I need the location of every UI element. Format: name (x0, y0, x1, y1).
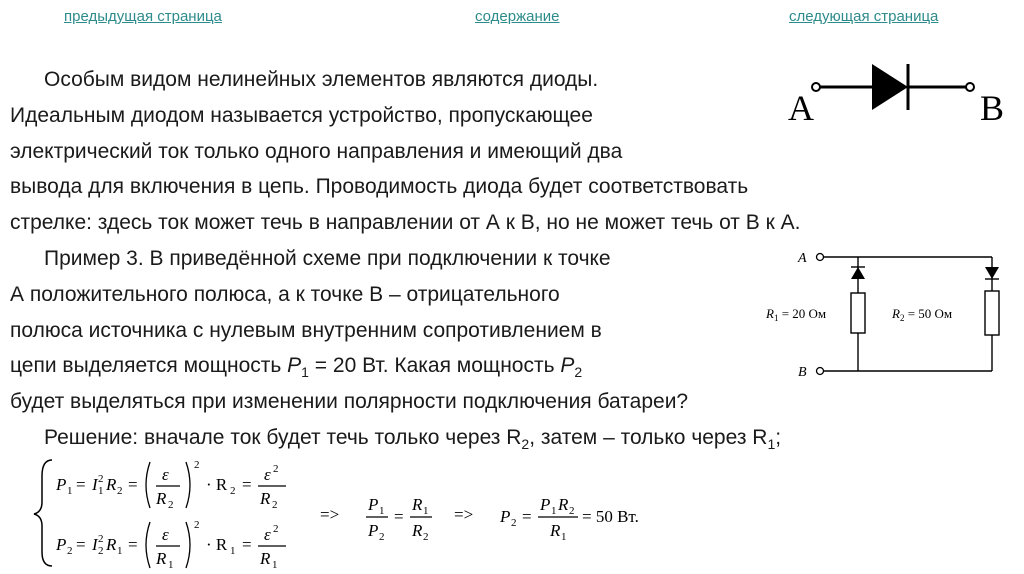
svg-text:P: P (56, 475, 67, 494)
example-line: А положительного полюса, а к точке В – отрицательного (10, 283, 560, 306)
svg-text:R: R (260, 549, 271, 568)
svg-text:R: R (156, 489, 167, 508)
svg-text:2: 2 (511, 517, 517, 529)
svg-text:2: 2 (98, 533, 104, 545)
svg-text:1: 1 (168, 559, 174, 571)
example-text: = 20 Вт. Какая мощность (308, 354, 561, 377)
diode-symbol-figure (780, 52, 1020, 132)
svg-text:=: = (522, 507, 532, 526)
solution-line: Решение: вначале ток будет течь только через $R_2$, затем – только через $R_1$; (44, 426, 782, 453)
formula-p2 (55, 519, 286, 571)
svg-text:1: 1 (67, 485, 73, 497)
paragraph-line: электрический ток только одного направления и имеющий два (10, 140, 623, 163)
svg-text:ε: ε (162, 465, 169, 484)
svg-text:R: R (106, 475, 117, 494)
paragraph-line: Идеальным диодом называется устройство, пропускающее (10, 104, 593, 127)
formula-result (499, 495, 639, 543)
circuit-label-b: B (798, 365, 807, 380)
paragraph-line: вывода для включения в цепь. Проводимость диода будет соответствовать (10, 175, 749, 198)
svg-text:ε: ε (162, 525, 169, 544)
r2-label: $R_2 = 50$ Ом (892, 306, 953, 323)
svg-text:1: 1 (379, 505, 385, 517)
svg-text:R: R (156, 549, 167, 568)
formula-ratio (366, 495, 432, 543)
svg-text:P: P (368, 521, 379, 540)
svg-text:=: = (128, 475, 138, 494)
svg-text:1: 1 (561, 531, 567, 543)
diode-label-b: B (980, 88, 1005, 128)
svg-text:2: 2 (98, 473, 104, 485)
svg-text:= 50 Вт.: = 50 Вт. (582, 507, 639, 526)
svg-text:I: I (92, 475, 98, 494)
svg-text:R: R (260, 489, 271, 508)
svg-text:R: R (558, 495, 569, 514)
svg-text:2: 2 (230, 485, 236, 497)
svg-text:1: 1 (272, 559, 278, 571)
svg-text:2: 2 (273, 463, 279, 475)
svg-text:=: = (394, 507, 404, 526)
svg-text:2: 2 (423, 531, 429, 543)
svg-text:ε: ε (264, 465, 271, 484)
svg-text:=: = (242, 475, 252, 494)
svg-text:2: 2 (569, 505, 575, 517)
svg-text:2: 2 (273, 523, 279, 535)
diode-label-a: A (788, 88, 814, 128)
previous-page-link[interactable]: предыдущая страница (64, 8, 222, 25)
svg-text:2: 2 (272, 499, 278, 511)
p2-subscript: 2 (574, 364, 583, 381)
implies-arrow: => (454, 505, 474, 524)
svg-text:· R: · R (206, 535, 228, 554)
svg-text:2: 2 (379, 531, 385, 543)
svg-text:2: 2 (67, 545, 73, 557)
solution-formulas (30, 454, 710, 572)
implies-arrow: => (320, 505, 340, 524)
paragraph-line: стрелке: здесь ток может течь в направлении от А к В, но не может течь от В к А. (10, 211, 801, 234)
svg-text:R: R (106, 535, 117, 554)
p2-symbol: P (560, 354, 575, 377)
svg-text:1: 1 (551, 505, 557, 517)
svg-text:1: 1 (423, 505, 429, 517)
svg-text:P: P (56, 535, 67, 554)
svg-text:=: = (76, 475, 86, 494)
svg-text:=: = (242, 535, 252, 554)
paragraph-line: Особым видом нелинейных элементов являются диоды. (44, 68, 599, 91)
svg-text:2: 2 (98, 545, 104, 557)
example-line (10, 354, 582, 384)
svg-text:2: 2 (168, 499, 174, 511)
svg-text:2: 2 (194, 459, 200, 471)
example-text: цепи выделяется мощность (10, 354, 288, 377)
svg-text:· R: · R (206, 475, 228, 494)
contents-link[interactable]: содержание (475, 8, 560, 25)
svg-text:2: 2 (117, 485, 123, 497)
circuit-diagram (760, 245, 1020, 385)
example-line: полюса источника с нулевым внутренним сопротивлением в (10, 319, 602, 342)
svg-text:R: R (412, 521, 423, 540)
p1-subscript: 1 (301, 364, 309, 381)
svg-text:P: P (540, 495, 551, 514)
example-line: будет выделяться при изменении полярности подключения батареи? (10, 390, 689, 413)
svg-text:P: P (500, 507, 511, 526)
svg-text:1: 1 (230, 545, 236, 557)
circuit-label-a: A (798, 251, 807, 266)
svg-text:R: R (550, 521, 561, 540)
example-line: Пример 3. В приведённой схеме при подключении к точке (44, 247, 611, 270)
next-page-link[interactable]: следующая страница (789, 8, 939, 25)
formula-p1 (55, 459, 286, 511)
svg-text:R: R (412, 495, 423, 514)
svg-text:=: = (128, 535, 138, 554)
svg-text:2: 2 (194, 519, 200, 531)
svg-text:=: = (76, 535, 86, 554)
svg-text:ε: ε (264, 525, 271, 544)
p1-symbol: P (287, 354, 302, 377)
svg-text:I: I (92, 535, 98, 554)
svg-text:P: P (368, 495, 379, 514)
svg-text:1: 1 (117, 545, 123, 557)
svg-text:1: 1 (98, 485, 104, 497)
r1-label: $R_1 = 20$ Ом (766, 306, 827, 323)
